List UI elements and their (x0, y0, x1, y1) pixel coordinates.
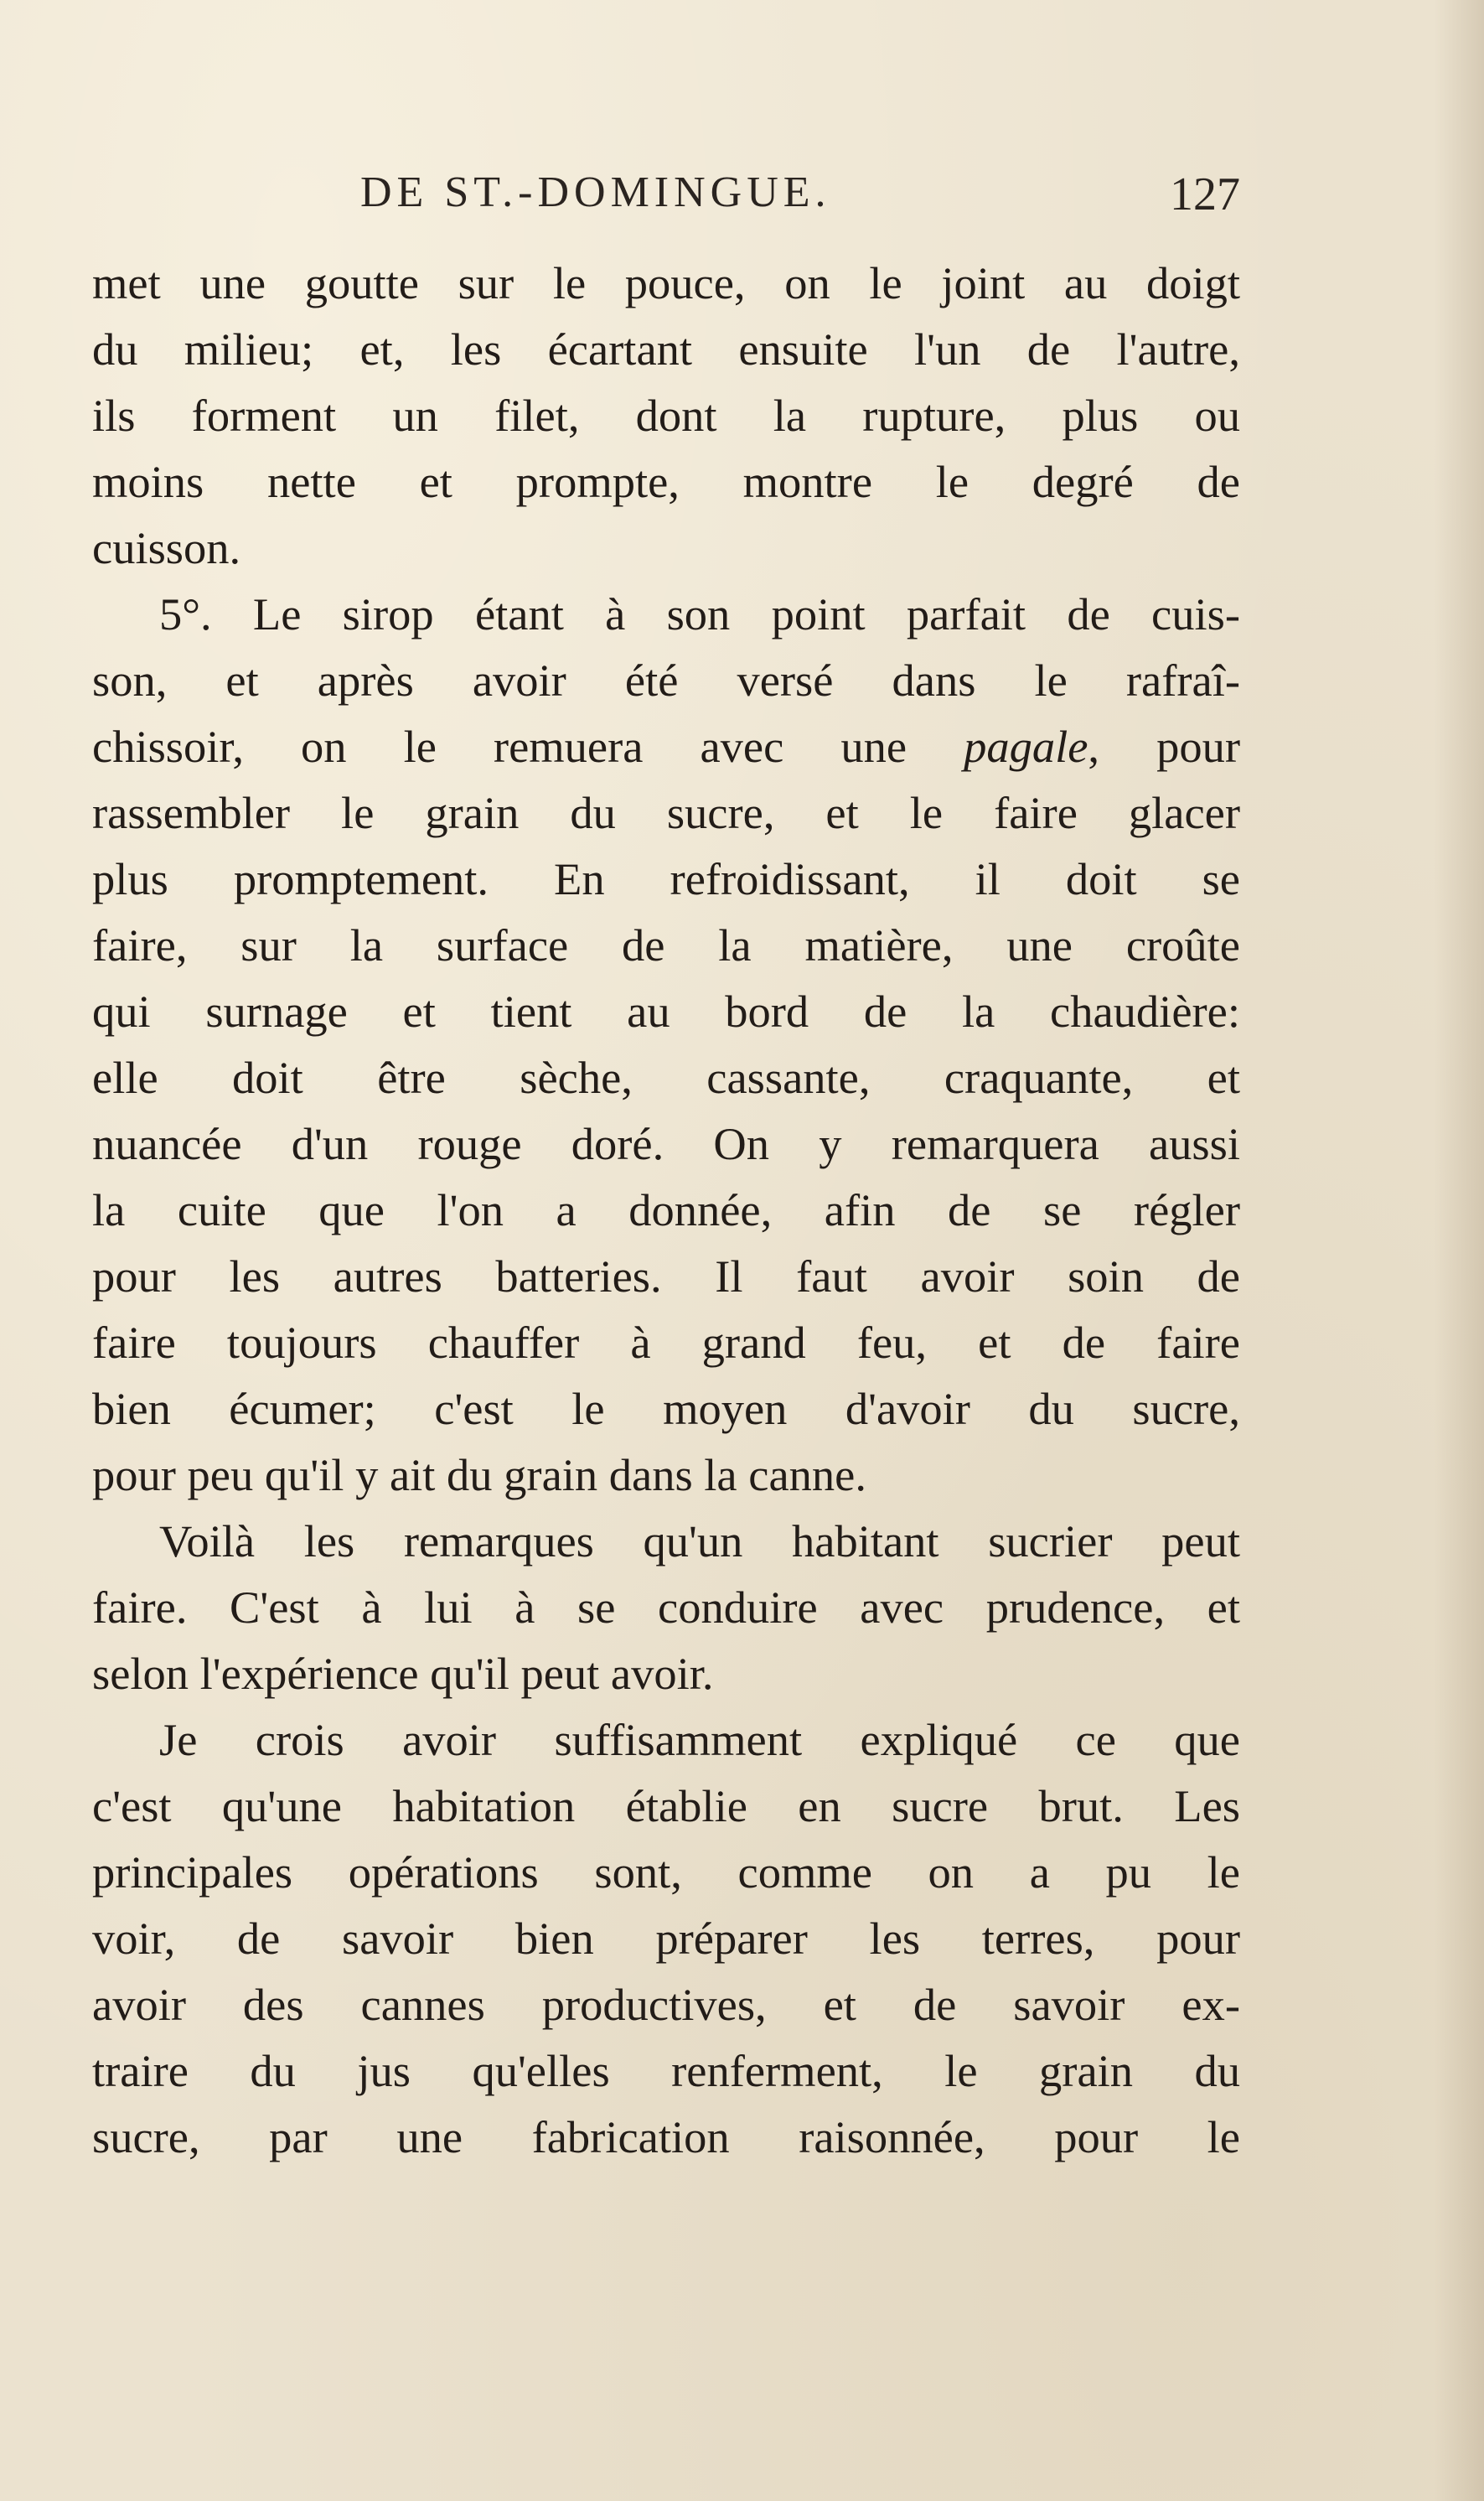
body-text (92, 250, 1240, 2170)
page-number: 127 (1170, 168, 1240, 220)
paragraph-start-line: Voilà les remarques qu'un habitant sucrier peut (159, 1515, 1240, 1566)
text-line: ils forment un filet, dont la rupture, plus ou (92, 390, 1240, 441)
text-line: rassembler le grain du sucre, et le faire glacer (92, 787, 1240, 838)
text-line: faire toujours chauffer à grand feu, et de faire (92, 1317, 1240, 1368)
running-head: DE ST.-DOMINGUE. (360, 168, 831, 216)
text-segment: , pour (1088, 721, 1240, 772)
text-line: sucre, par une fabrication raisonnée, pour le (92, 2111, 1240, 2162)
text-line: voir, de savoir bien préparer les terres, pour (92, 1913, 1240, 1964)
text-line: met une goutte sur le pouce, on le joint au doigt (92, 257, 1240, 308)
page-header (92, 168, 1240, 226)
text-line: la cuite que l'on a donnée, afin de se régler (92, 1184, 1240, 1235)
text-line: qui surnage et tient au bord de la chaudière: (92, 986, 1240, 1037)
text-line: avoir des cannes productives, et de savoir ex- (92, 1979, 1240, 2030)
text-line: du milieu; et, les écartant ensuite l'un de l'autre, (92, 324, 1240, 375)
paragraph-start-line: 5°. Le sirop étant à son point parfait de cuis- (159, 588, 1240, 639)
text-segment: chissoir, on le remuera avec une (92, 721, 964, 772)
page-edge-shadow (1434, 0, 1484, 2501)
text-line: faire, sur la surface de la matière, une croûte (92, 919, 1240, 971)
paragraph-end-line: selon l'expérience qu'il peut avoir. (92, 1648, 714, 1699)
italic-term: pagale (964, 721, 1088, 772)
text-line: pour les autres batteries. Il faut avoir soin de (92, 1250, 1240, 1302)
text-line: principales opérations sont, comme on a pu le (92, 1846, 1240, 1898)
paragraph-end-line: pour peu qu'il y ait du grain dans la canne. (92, 1449, 866, 1500)
text-line: moins nette et prompte, montre le degré de (92, 456, 1240, 507)
text-line: faire. C'est à lui à se conduire avec prudence, et (92, 1582, 1240, 1633)
text-line: bien écumer; c'est le moyen d'avoir du sucre, (92, 1383, 1240, 1434)
paragraph-end-line: cuisson. (92, 522, 241, 573)
text-line-with-italic (92, 713, 1240, 779)
text-line: plus promptement. En refroidissant, il doit se (92, 853, 1240, 904)
text-line: c'est qu'une habitation établie en sucre brut. Les (92, 1780, 1240, 1831)
text-line: nuancée d'un rouge doré. On y remarquera aussi (92, 1118, 1240, 1169)
text-line: elle doit être sèche, cassante, craquante, et (92, 1052, 1240, 1103)
paragraph-start-line: Je crois avoir suffisamment expliqué ce que (159, 1714, 1240, 1765)
text-line: traire du jus qu'elles renferment, le grain du (92, 2045, 1240, 2096)
text-line: son, et après avoir été versé dans le rafraî- (92, 655, 1240, 706)
